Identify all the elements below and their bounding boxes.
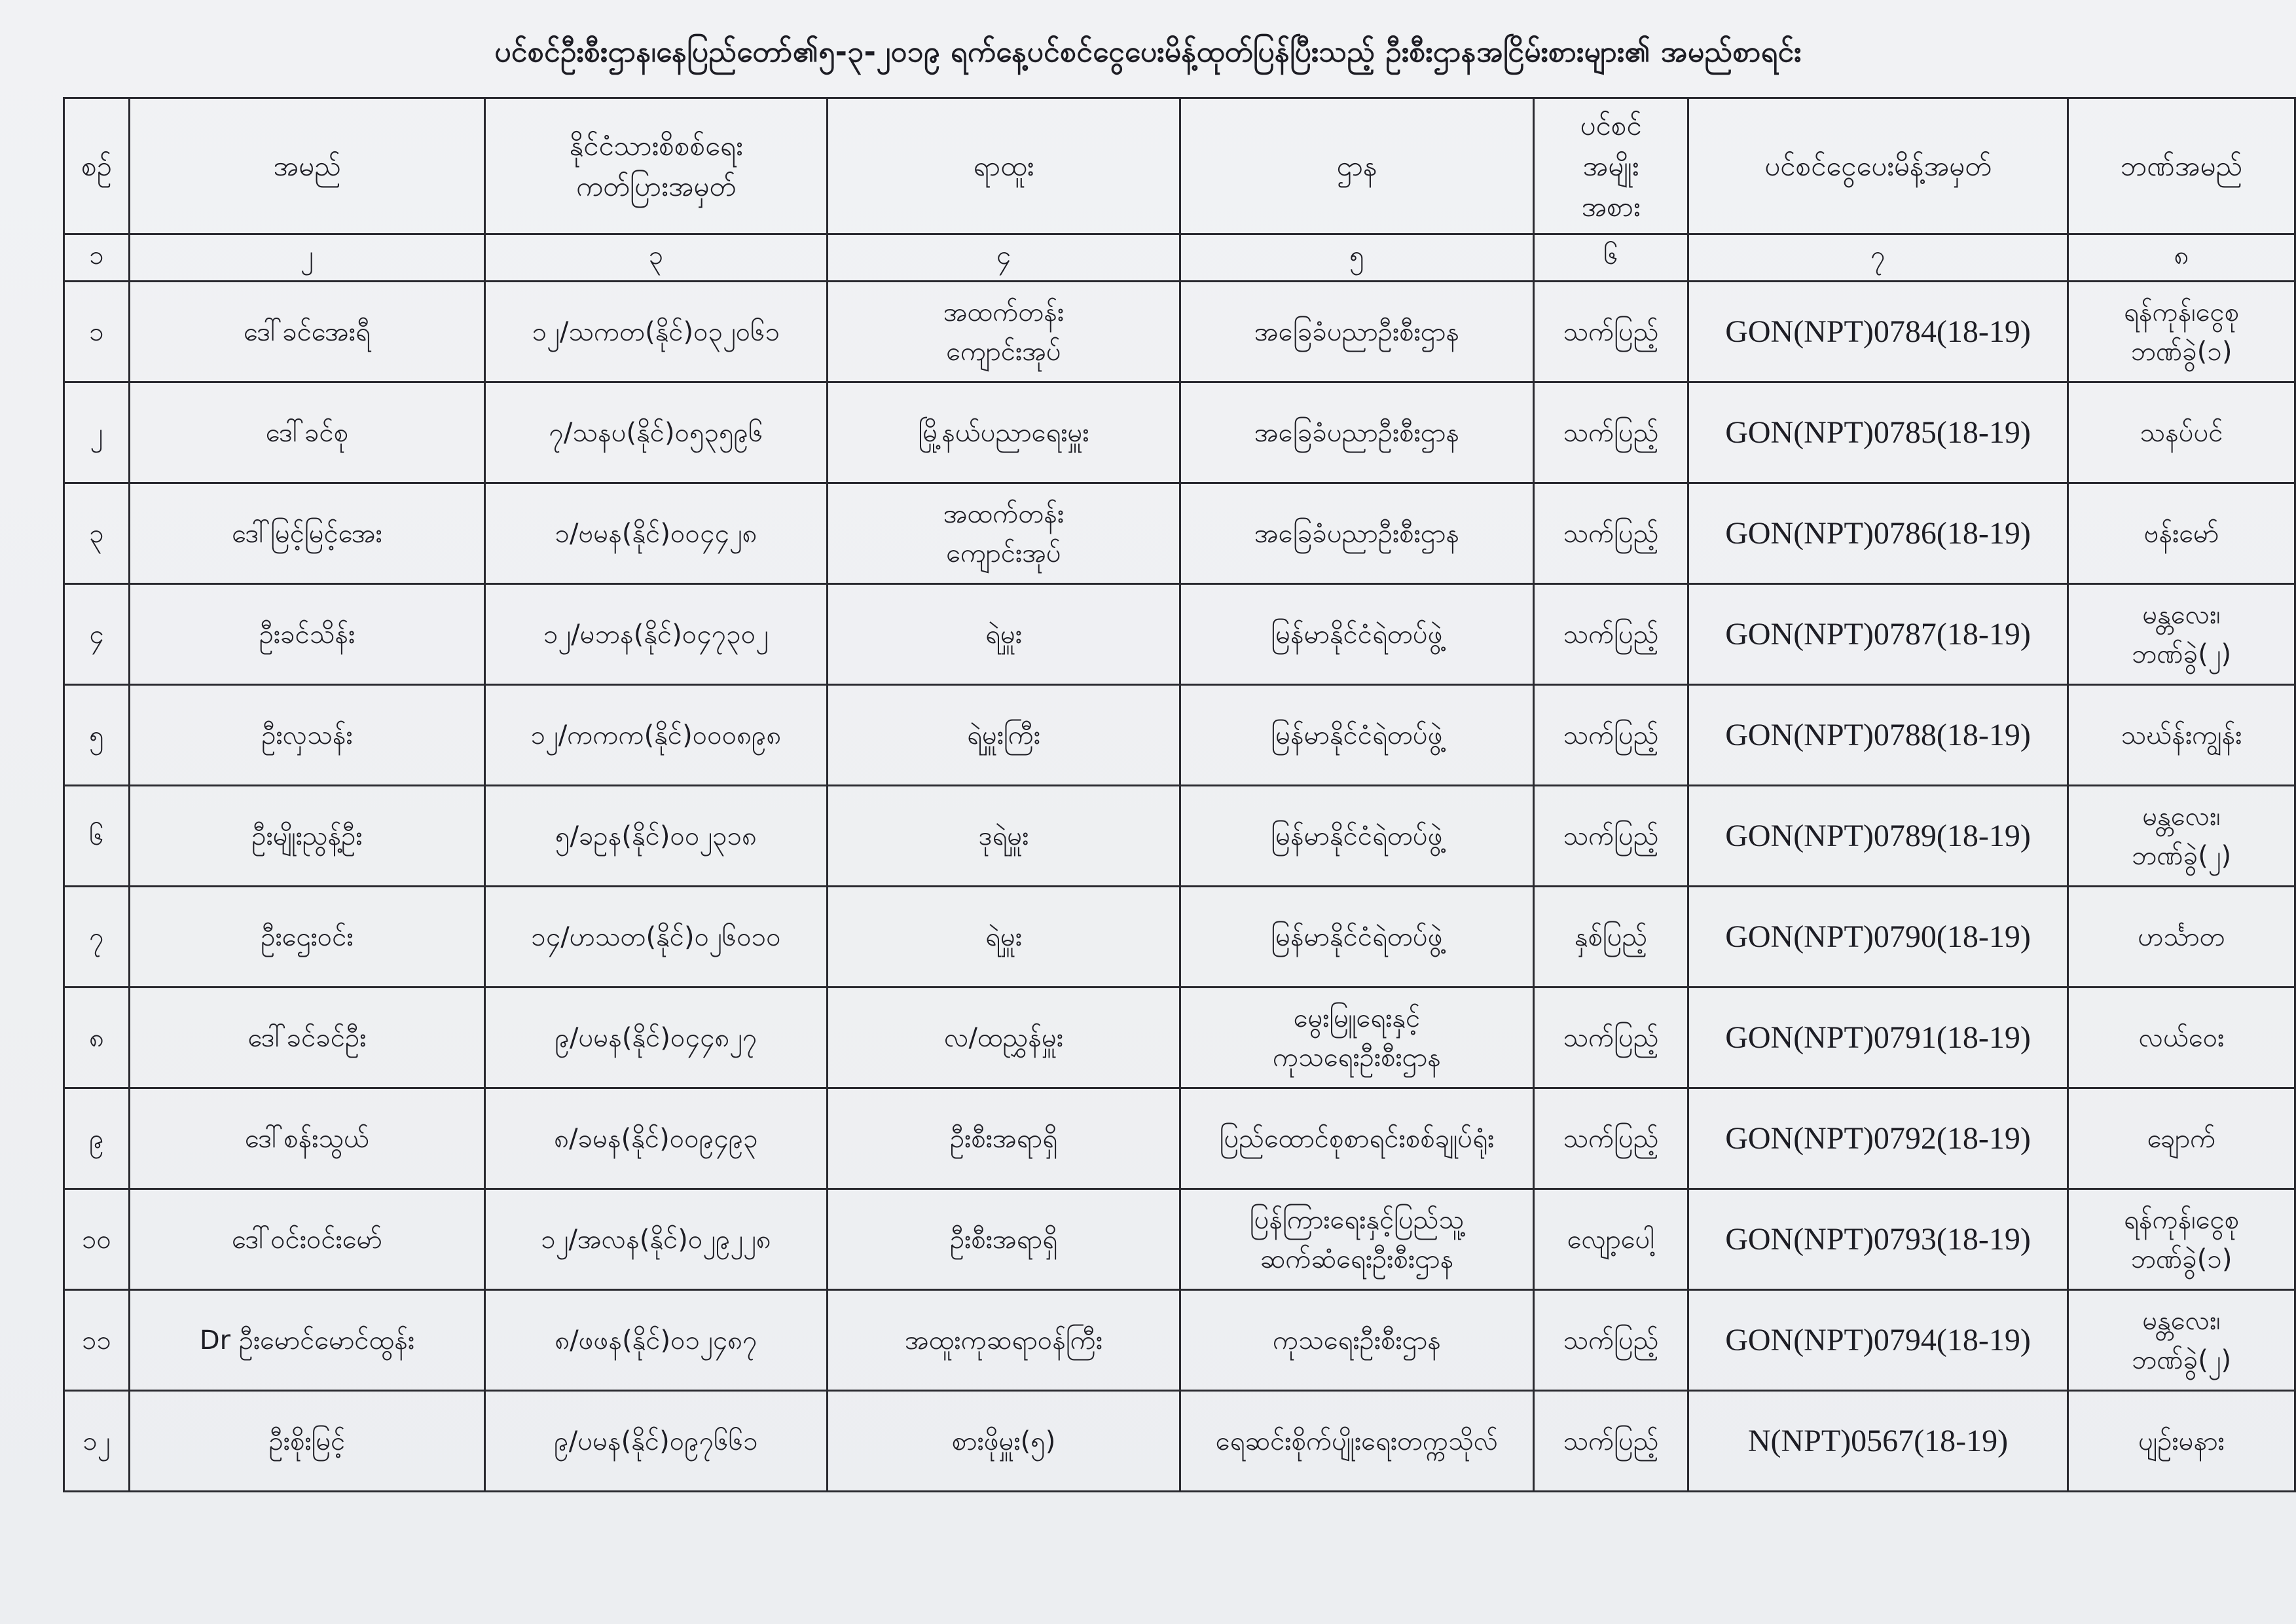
cell-department <box>1180 483 1534 584</box>
table-row <box>64 483 2295 584</box>
cell-pension-type-text: သက်ပြည့် <box>1563 821 1659 851</box>
cell-nrc <box>485 887 828 987</box>
cell-name <box>130 1391 485 1492</box>
header-text: ပင်စင် <box>1580 109 1642 141</box>
cell-nrc-text: ၁၄/ဟသတ(နိုင်)၀၂၆၀၁၀ <box>531 921 781 952</box>
cell-pension-type <box>1534 382 1688 483</box>
cell-bank-text: ဘဏ်ခွဲ(၁) <box>2130 336 2232 367</box>
cell-name-text: ဦးဌေးဝင်း <box>261 921 354 952</box>
cell-no <box>64 584 130 685</box>
cell-position-text: လ/ထညွှန်မှူး <box>943 1022 1064 1053</box>
cell-department-text: မြန်မာနိုင်ငံရဲတပ်ဖွဲ့ <box>1271 921 1443 952</box>
table-row <box>64 987 2295 1088</box>
col-pension-order-header <box>1688 98 2068 234</box>
cell-name <box>130 1290 485 1391</box>
cell-bank-text: ချောက် <box>2147 1123 2216 1154</box>
header-text: ဌာန <box>1336 149 1377 182</box>
cell-no <box>64 483 130 584</box>
cell-no <box>64 786 130 887</box>
cell-nrc <box>485 282 828 382</box>
cell-pension-type <box>1534 1088 1688 1189</box>
cell-name <box>130 483 485 584</box>
cell-nrc <box>485 483 828 584</box>
cell-bank <box>2068 1391 2295 1492</box>
column-number: ၈ <box>2068 234 2295 282</box>
header-text: ဘဏ်အမည် <box>2121 149 2242 182</box>
cell-no-text: ၈ <box>89 1022 104 1053</box>
cell-department-text: အခြေခံပညာဦးစီးဌာန <box>1254 316 1460 347</box>
cell-position-text: အထက်တန်း <box>943 297 1065 327</box>
cell-department <box>1180 786 1534 887</box>
cell-pension-type <box>1534 887 1688 987</box>
cell-pension-order-text: N(NPT)0567(18-19) <box>1747 1423 2009 1458</box>
cell-no-text: ၂ <box>90 417 103 448</box>
header-text: အမည် <box>273 149 341 182</box>
cell-pension-order-text: GON(NPT)0794(18-19) <box>1725 1322 2031 1357</box>
cell-pension-order-text: GON(NPT)0784(18-19) <box>1725 314 2031 349</box>
cell-no <box>64 887 130 987</box>
cell-no <box>64 685 130 786</box>
cell-department <box>1180 887 1534 987</box>
cell-pension-type <box>1534 1189 1688 1290</box>
cell-no <box>64 282 130 382</box>
cell-name <box>130 887 485 987</box>
col-nrc-header <box>485 98 828 234</box>
cell-name <box>130 282 485 382</box>
cell-bank-text: ရန်ကုန်၊ငွေစု <box>2123 297 2240 327</box>
col-no-header <box>64 98 130 234</box>
cell-pension-type <box>1534 685 1688 786</box>
header-text: အမျိုး <box>1582 149 1639 182</box>
cell-bank <box>2068 1088 2295 1189</box>
cell-name <box>130 382 485 483</box>
cell-nrc <box>485 987 828 1088</box>
cell-no <box>64 1391 130 1492</box>
cell-position <box>828 1290 1180 1391</box>
cell-pension-order-text: GON(NPT)0789(18-19) <box>1725 818 2031 853</box>
cell-bank-text: ဘဏ်ခွဲ(၁) <box>2130 1244 2232 1274</box>
cell-department-text: အခြေခံပညာဦးစီးဌာန <box>1254 518 1460 549</box>
cell-pension-type-text: သက်ပြည့် <box>1563 1426 1659 1456</box>
column-number: ၁ <box>64 234 130 282</box>
cell-position <box>828 282 1180 382</box>
col-position-header <box>828 98 1180 234</box>
cell-position-text: ဦးစီးအရာရှိ <box>949 1123 1058 1154</box>
cell-no <box>64 987 130 1088</box>
cell-pension-order-text: GON(NPT)0792(18-19) <box>1725 1120 2031 1156</box>
cell-department-text: ကုသရေးဦးစီးဌာန <box>1273 1042 1441 1073</box>
cell-nrc-text: ၈/ဖဖန(နိုင်)၀၁၂၄၈၇ <box>555 1325 757 1356</box>
table-row <box>64 1088 2295 1189</box>
cell-pension-type-text: လျော့ပေါ့ <box>1567 1224 1655 1255</box>
cell-nrc <box>485 1391 828 1492</box>
cell-bank <box>2068 887 2295 987</box>
cell-bank <box>2068 1290 2295 1391</box>
cell-name-text: ဦးခင်သိန်း <box>259 619 355 650</box>
cell-name <box>130 786 485 887</box>
cell-pension-type-text: သက်ပြည့် <box>1563 417 1659 448</box>
cell-no-text: ၄ <box>89 619 104 650</box>
header-text: စဉ် <box>81 149 112 182</box>
cell-department <box>1180 1088 1534 1189</box>
cell-pension-order-text: GON(NPT)0793(18-19) <box>1725 1221 2031 1257</box>
cell-no-text: ၃ <box>89 518 104 549</box>
cell-pension-type-text: သက်ပြည့် <box>1563 1022 1659 1053</box>
cell-bank <box>2068 282 2295 382</box>
cell-department-text: ပြည်ထောင်စုစာရင်းစစ်ချုပ်ရုံး <box>1219 1123 1495 1154</box>
cell-bank <box>2068 483 2295 584</box>
cell-pension-type-text: သက်ပြည့် <box>1563 619 1659 650</box>
cell-no-text: ၁၁ <box>82 1325 111 1356</box>
cell-department-text: ပြန်ကြားရေးနှင့်ပြည်သူ့ <box>1249 1204 1465 1235</box>
table-row <box>64 1391 2295 1492</box>
cell-pension-order <box>1688 483 2068 584</box>
cell-department <box>1180 987 1534 1088</box>
cell-name-text: ဦးစိုးမြင့် <box>268 1426 346 1456</box>
cell-pension-type-text: သက်ပြည့် <box>1563 1325 1659 1356</box>
cell-pension-order <box>1688 1391 2068 1492</box>
cell-nrc-text: ၈/ခမန(နိုင်)၀၀၉၄၉၃ <box>554 1123 758 1154</box>
cell-bank <box>2068 584 2295 685</box>
cell-department-text: ရေဆင်းစိုက်ပျိုးရေးတက္ကသိုလ် <box>1215 1426 1499 1456</box>
cell-position <box>828 1088 1180 1189</box>
cell-no-text: ၇ <box>89 921 104 952</box>
cell-pension-type <box>1534 483 1688 584</box>
cell-department-text: ဆက်ဆံရေးဦးစီးဌာန <box>1260 1244 1454 1274</box>
cell-bank-text: သဃ်န်းကျွန်း <box>2121 720 2242 750</box>
cell-pension-order-text: GON(NPT)0790(18-19) <box>1725 919 2031 954</box>
cell-bank <box>2068 987 2295 1088</box>
cell-pension-type-text: သက်ပြည့် <box>1563 316 1659 347</box>
header-text: ပင်စင်ငွေပေးမိန့်အမှတ် <box>1764 149 1992 182</box>
cell-no <box>64 382 130 483</box>
cell-bank <box>2068 786 2295 887</box>
cell-pension-type <box>1534 786 1688 887</box>
cell-pension-order-text: GON(NPT)0788(18-19) <box>1725 717 2031 752</box>
cell-position-text: ဒုရဲမှူး <box>978 821 1029 851</box>
cell-no-text: ၆ <box>89 821 104 851</box>
column-number: ၅ <box>1180 234 1534 282</box>
cell-bank <box>2068 685 2295 786</box>
cell-position-text: မြို့နယ်ပညာရေးမှူး <box>918 417 1089 448</box>
cell-nrc <box>485 786 828 887</box>
cell-nrc-text: ၁၂/အလန(နိုင်)၀၂၉၂၂၈ <box>541 1224 771 1255</box>
header-text: အစား <box>1581 190 1641 223</box>
cell-position-text: စားဖိုမှူး(၅) <box>951 1426 1056 1456</box>
table-row <box>64 887 2295 987</box>
cell-no <box>64 1088 130 1189</box>
cell-nrc <box>485 1088 828 1189</box>
cell-position <box>828 1189 1180 1290</box>
cell-position <box>828 887 1180 987</box>
cell-bank-text: မန္တလေး၊ <box>2142 1305 2221 1336</box>
cell-department-text: အခြေခံပညာဦးစီးဌာန <box>1254 417 1460 448</box>
cell-name-text: ဒေါ်စန်းသွယ် <box>245 1123 369 1154</box>
cell-position <box>828 685 1180 786</box>
cell-bank-text: မန္တလေး၊ <box>2142 599 2221 630</box>
cell-department <box>1180 1391 1534 1492</box>
cell-name-text: ဦးလှသန်း <box>261 720 353 750</box>
cell-pension-type-text: သက်ပြည့် <box>1563 1123 1659 1154</box>
cell-pension-order <box>1688 987 2068 1088</box>
cell-department-text: မွေးမြူရေးနှင့် <box>1293 1003 1421 1033</box>
cell-name <box>130 1189 485 1290</box>
cell-name-text: ဒေါ်မြင့်မြင့်အေး <box>232 518 382 549</box>
cell-name <box>130 584 485 685</box>
cell-bank-text: ရန်ကုန်၊ငွေစု <box>2123 1204 2240 1235</box>
cell-position-text: အထူးကုဆရာဝန်ကြီး <box>905 1325 1102 1356</box>
cell-department <box>1180 584 1534 685</box>
cell-position-text: ကျောင်းအုပ် <box>946 336 1061 367</box>
cell-no-text: ၁၀ <box>82 1224 111 1255</box>
table-row <box>64 685 2295 786</box>
cell-nrc-text: ၁/ဗမန(နိုင်)၀၀၄၄၂၈ <box>555 518 757 549</box>
column-number: ၃ <box>485 234 828 282</box>
table-row <box>64 1189 2295 1290</box>
cell-department-text: မြန်မာနိုင်ငံရဲတပ်ဖွဲ့ <box>1271 619 1443 650</box>
cell-name-text: ဒေါ်ခင်အေးရီ <box>244 316 371 347</box>
cell-bank-text: သနပ်ပင် <box>2140 417 2223 448</box>
cell-no-text: ၁၂ <box>82 1426 111 1456</box>
header-text: ရာထူး <box>973 149 1034 182</box>
cell-pension-order <box>1688 1290 2068 1391</box>
cell-nrc-text: ၅/ခဥန(နိုင်)၀၀၂၃၁၈ <box>555 821 757 851</box>
table-row <box>64 786 2295 887</box>
cell-department <box>1180 282 1534 382</box>
cell-position-text: ရဲမှူး <box>985 921 1022 952</box>
cell-position-text: ရဲမှူးကြီး <box>967 720 1040 750</box>
cell-name-text: ဒေါ်ဝင်းဝင်းမော် <box>232 1224 382 1255</box>
cell-bank-text: ဟင်္သာတ <box>2138 921 2225 952</box>
cell-pension-type <box>1534 584 1688 685</box>
cell-bank-text: ဘဏ်ခွဲ(၂) <box>2131 638 2232 669</box>
column-number: ၄ <box>828 234 1180 282</box>
header-text: နိုင်ငံသားစိစစ်ရေး <box>569 129 743 162</box>
cell-pension-order <box>1688 1088 2068 1189</box>
cell-bank-text: မန္တလေး၊ <box>2142 801 2221 832</box>
cell-no-text: ၁ <box>89 316 104 347</box>
table-row <box>64 382 2295 483</box>
cell-nrc-text: ၁၂/မဘန(နိုင်)၀၄၇၃၀၂ <box>543 619 769 650</box>
cell-nrc <box>485 584 828 685</box>
cell-nrc <box>485 685 828 786</box>
cell-name <box>130 685 485 786</box>
document-title: ပင်စင်ဦးစီးဌာန၊နေပြည်တော်၏၅-၃-၂၀၁၉ ရက်နေ့ပင်စင်ငွေပေးမိန့်ထုတ်ပြန်ပြီးသည့် ဦးစီးဌာနအငြိမ်းစားများ၏ အမည်စာရင်း <box>494 35 1802 69</box>
cell-name-text: ဦးမျိုးညွန့်ဦး <box>251 821 363 851</box>
cell-pension-order-text: GON(NPT)0791(18-19) <box>1725 1020 2031 1055</box>
table-row <box>64 584 2295 685</box>
cell-position-text: ရဲမှူး <box>985 619 1022 650</box>
cell-pension-type-text: နှစ်ပြည့် <box>1574 921 1648 952</box>
column-number: ၆ <box>1534 234 1688 282</box>
cell-department-text: မြန်မာနိုင်ငံရဲတပ်ဖွဲ့ <box>1271 821 1443 851</box>
cell-no-text: ၅ <box>89 720 104 750</box>
table-body <box>64 282 2295 1492</box>
cell-pension-type-text: သက်ပြည့် <box>1563 518 1659 549</box>
table-row <box>64 282 2295 382</box>
cell-nrc <box>485 1290 828 1391</box>
col-name-header <box>130 98 485 234</box>
cell-position <box>828 987 1180 1088</box>
cell-department <box>1180 1189 1534 1290</box>
cell-pension-order-text: GON(NPT)0787(18-19) <box>1725 616 2031 652</box>
cell-pension-order <box>1688 786 2068 887</box>
cell-nrc-text: ၉/ပမန(နိုင်)၀၉၇၆၆၁ <box>554 1426 758 1456</box>
table-row <box>64 1290 2295 1391</box>
cell-position-text: ဦးစီးအရာရှိ <box>949 1224 1058 1255</box>
cell-bank-text: လယ်ဝေး <box>2138 1022 2225 1053</box>
column-number: ၇ <box>1688 234 2068 282</box>
header-text: ကတ်ပြားအမှတ် <box>575 170 737 202</box>
cell-nrc <box>485 1189 828 1290</box>
cell-pension-order <box>1688 1189 2068 1290</box>
pension-list-table <box>63 97 2296 1492</box>
cell-nrc-text: ၇/သနပ(နိုင်)၀၅၃၅၉၆ <box>549 417 763 448</box>
cell-department <box>1180 685 1534 786</box>
cell-no <box>64 1290 130 1391</box>
cell-department <box>1180 1290 1534 1391</box>
cell-position <box>828 382 1180 483</box>
cell-pension-order <box>1688 685 2068 786</box>
column-number: ၂ <box>130 234 485 282</box>
cell-pension-order-text: GON(NPT)0786(18-19) <box>1725 515 2031 551</box>
cell-department <box>1180 382 1534 483</box>
cell-no <box>64 1189 130 1290</box>
cell-position-text: အထက်တန်း <box>943 498 1065 529</box>
cell-bank-text: ဘဏ်ခွဲ(၂) <box>2131 1344 2232 1375</box>
cell-position <box>828 786 1180 887</box>
cell-pension-type-text: သက်ပြည့် <box>1563 720 1659 750</box>
cell-nrc-text: ၉/ပမန(နိုင်)၀၄၄၈၂၇ <box>555 1022 757 1053</box>
cell-bank-text: ဘဏ်ခွဲ(၂) <box>2131 840 2232 871</box>
cell-department-text: ကုသရေးဦးစီးဌာန <box>1273 1325 1441 1356</box>
cell-name <box>130 987 485 1088</box>
cell-name <box>130 1088 485 1189</box>
cell-nrc-text: ၁၂/သကတ(နိုင်)၀၃၂၀၆၁ <box>532 316 780 347</box>
col-bank-header <box>2068 98 2295 234</box>
cell-department-text: မြန်မာနိုင်ငံရဲတပ်ဖွဲ့ <box>1271 720 1443 750</box>
col-department-header <box>1180 98 1534 234</box>
cell-pension-order-text: GON(NPT)0785(18-19) <box>1725 415 2031 450</box>
cell-pension-order <box>1688 382 2068 483</box>
cell-pension-type <box>1534 282 1688 382</box>
cell-pension-type <box>1534 1290 1688 1391</box>
cell-bank-text: ဗန်းမော် <box>2143 518 2219 549</box>
table-header-row <box>64 98 2295 234</box>
col-pension-type-header <box>1534 98 1688 234</box>
cell-bank-text: ပျဉ်းမနား <box>2138 1426 2225 1456</box>
cell-pension-order <box>1688 887 2068 987</box>
cell-name-text: ဒေါ်ခင်ခင်ဦး <box>247 1022 367 1053</box>
cell-bank <box>2068 382 2295 483</box>
cell-pension-order <box>1688 282 2068 382</box>
cell-nrc <box>485 382 828 483</box>
cell-pension-type <box>1534 987 1688 1088</box>
cell-nrc-text: ၁၂/ကကက(နိုင်)၀၀၀၈၉၈ <box>530 720 782 750</box>
cell-no-text: ၉ <box>89 1123 104 1154</box>
cell-position <box>828 584 1180 685</box>
cell-bank <box>2068 1189 2295 1290</box>
cell-position <box>828 1391 1180 1492</box>
cell-name-text: Dr ဦးမောင်မောင်ထွန်း <box>199 1325 415 1356</box>
cell-pension-type <box>1534 1391 1688 1492</box>
cell-position-text: ကျောင်းအုပ် <box>946 538 1061 568</box>
cell-pension-order <box>1688 584 2068 685</box>
cell-position <box>828 483 1180 584</box>
column-number-row <box>64 234 2295 282</box>
cell-name-text: ဒေါ်ခင်စု <box>265 417 349 448</box>
